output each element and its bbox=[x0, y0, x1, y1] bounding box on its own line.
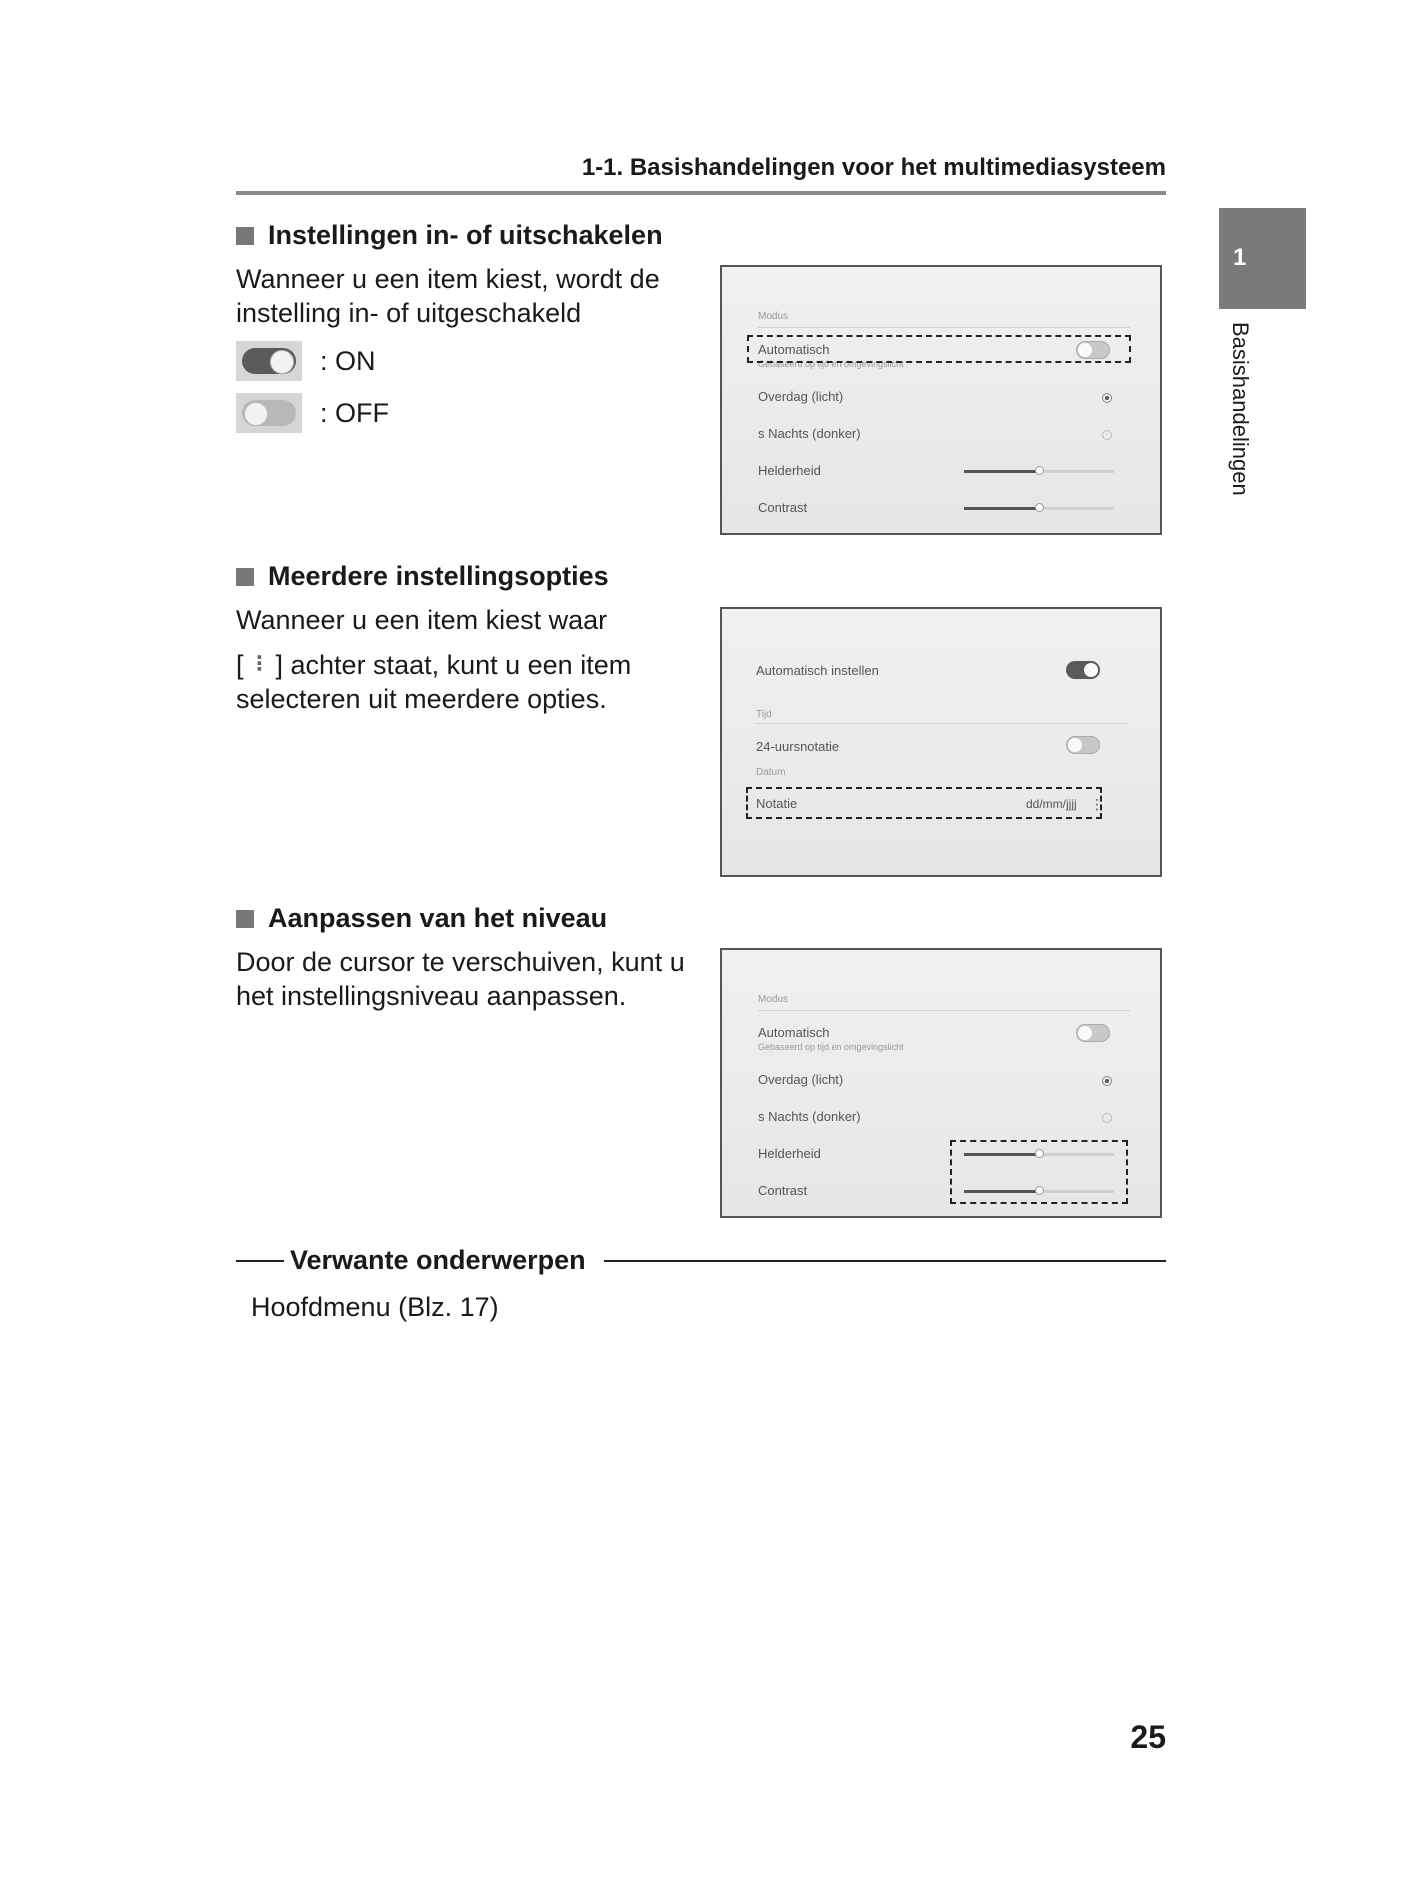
contrast-slider[interactable] bbox=[964, 507, 1114, 510]
day-label: Overdag (licht) bbox=[758, 1072, 844, 1087]
brightness-slider[interactable] bbox=[964, 470, 1114, 473]
options-text: ] achter staat, kunt u een item selecteren uit meerdere opties. bbox=[236, 650, 632, 714]
highlight-box bbox=[747, 335, 1131, 363]
day-radio[interactable] bbox=[1102, 1076, 1112, 1086]
page-number: 25 bbox=[1130, 1719, 1166, 1755]
automatic-sublabel: Gebaseerd op tijd en omgevingslicht bbox=[758, 359, 904, 369]
day-radio[interactable] bbox=[1102, 393, 1112, 403]
square-bullet-icon bbox=[236, 910, 254, 928]
divider bbox=[758, 327, 1130, 328]
section-body-options bbox=[236, 647, 666, 716]
square-bullet-icon bbox=[236, 568, 254, 586]
contrast-label: Contrast bbox=[758, 500, 808, 515]
section-body-options-line1: Wanneer u een item kiest waar bbox=[236, 605, 608, 635]
chapter-number: 1 bbox=[1233, 244, 1247, 271]
related-title: Verwante onderwerpen bbox=[290, 1245, 586, 1275]
night-label: s Nachts (donker) bbox=[758, 1109, 861, 1124]
screen-level-adjust bbox=[720, 948, 1162, 1218]
notation-value[interactable]: dd/mm/jjjj bbox=[1026, 797, 1077, 811]
legend-off-label: : OFF bbox=[320, 397, 389, 428]
legend-on-label: : ON bbox=[320, 345, 376, 376]
automatic-label: Automatisch bbox=[758, 342, 830, 357]
brightness-label: Helderheid bbox=[758, 463, 821, 478]
highlight-box bbox=[950, 1140, 1128, 1204]
automatic-toggle[interactable] bbox=[1076, 1024, 1110, 1042]
legend-on bbox=[236, 341, 376, 381]
contrast-label: Contrast bbox=[758, 1183, 808, 1198]
section-body-level: Door de cursor te verschuiven, kunt u het instellingsniveau aanpassen. bbox=[236, 947, 685, 1011]
section-heading-text: Aanpassen van het niveau bbox=[268, 903, 608, 933]
section-heading-text: Instellingen in- of uitschakelen bbox=[268, 220, 663, 250]
related-rule-left bbox=[236, 1260, 284, 1262]
panel-caption: Modus bbox=[758, 994, 789, 1005]
automatic-label: Automatisch bbox=[758, 1025, 830, 1040]
divider bbox=[756, 723, 1128, 724]
chapter-side-label bbox=[1219, 322, 1259, 532]
automatic-sublabel: Gebaseerd op tijd en omgevingslicht bbox=[758, 1042, 904, 1052]
time-caption: Tijd bbox=[756, 709, 772, 720]
panel-caption: Modus bbox=[758, 311, 789, 322]
chapter-tab[interactable] bbox=[1219, 208, 1306, 309]
section-heading-options bbox=[236, 561, 609, 592]
section-heading-level bbox=[236, 903, 607, 934]
night-label: s Nachts (donker) bbox=[758, 426, 861, 441]
legend-off bbox=[236, 393, 389, 433]
square-bullet-icon bbox=[236, 227, 254, 245]
date-caption: Datum bbox=[756, 767, 786, 778]
more-options-icon[interactable]: ⋮ bbox=[1090, 796, 1104, 812]
auto-set-toggle[interactable] bbox=[1066, 661, 1100, 679]
more-options-icon: ⋮ bbox=[249, 653, 270, 675]
night-radio[interactable] bbox=[1102, 430, 1112, 440]
header-rule bbox=[236, 191, 1166, 195]
chapter-label-text: Basishandelingen bbox=[1228, 322, 1253, 496]
toggle-on-icon bbox=[236, 341, 302, 381]
night-radio[interactable] bbox=[1102, 1113, 1112, 1123]
section-heading-toggle bbox=[236, 220, 663, 251]
header-title: 1-1. Basishandelingen voor het multimediasysteem bbox=[581, 154, 1166, 181]
section-heading-text: Meerdere instellingsopties bbox=[268, 561, 609, 591]
section-body-toggle: Wanneer u een item kiest, wordt de instelling in- of uitgeschakeld bbox=[236, 264, 660, 328]
hour24-label: 24-uursnotatie bbox=[756, 739, 840, 754]
notation-label: Notatie bbox=[756, 796, 798, 811]
screen-mode-toggle bbox=[720, 265, 1162, 535]
hour24-toggle[interactable] bbox=[1066, 736, 1100, 754]
divider bbox=[758, 1010, 1130, 1011]
day-label: Overdag (licht) bbox=[758, 389, 844, 404]
toggle-off-icon bbox=[236, 393, 302, 433]
related-rule-right bbox=[604, 1260, 1166, 1262]
bracket-open: [ bbox=[236, 650, 244, 680]
related-link[interactable]: Hoofdmenu (Blz. 17) bbox=[251, 1292, 499, 1322]
brightness-label: Helderheid bbox=[758, 1146, 821, 1161]
screen-time-settings bbox=[720, 607, 1162, 877]
auto-set-label: Automatisch instellen bbox=[756, 663, 879, 678]
